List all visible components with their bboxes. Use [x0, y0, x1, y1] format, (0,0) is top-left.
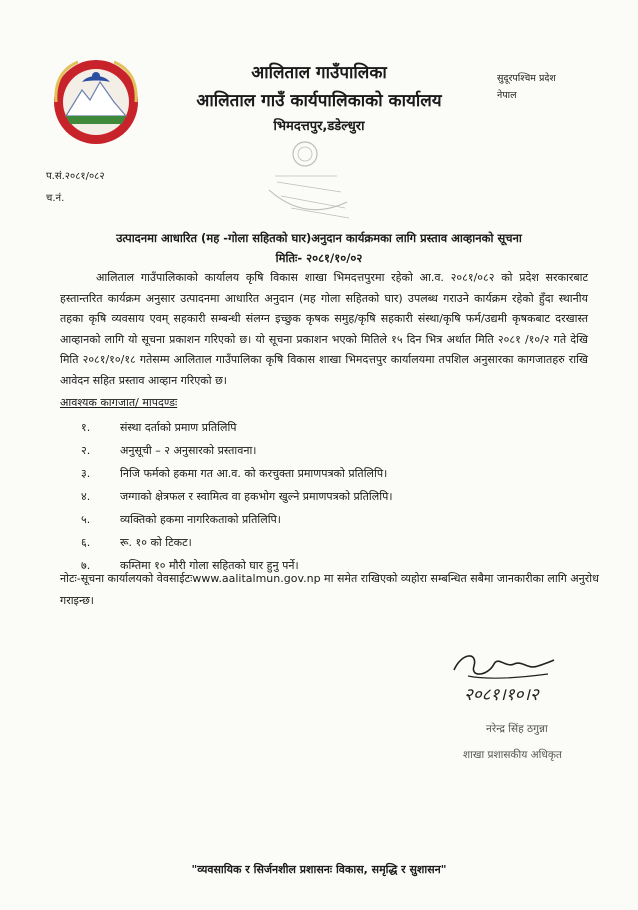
notice-note: नोटः-सूचना कार्यालयको वेवसाईटःwww.aalitalmun.gov.np मा समेत राखिएको व्यहोरा सम्बन्धित सबैमा जानकारीका लागि अनुरोध गराइन्छ। [60, 572, 599, 607]
signature-scribble-icon [448, 646, 558, 686]
item-text: कम्तिमा १० मौरी गोला सहितको घार हुनु पर्ने। [120, 559, 299, 572]
item-number: ६. [81, 536, 91, 549]
office-stamp-icon [255, 132, 365, 232]
province-name: सुदूरपश्चिम प्रदेश [497, 73, 556, 84]
item-number: १. [81, 421, 91, 434]
item-text: अनुसूची – २ अनुसारको प्रस्तावना। [120, 444, 257, 457]
org-location: भिमदत्तपुर,डडेल्धुरा [273, 119, 365, 134]
item-number: २. [81, 444, 91, 457]
notice-subject: उत्पादनमा आधारित (मह -गोला सहितको घार)अनुदान कार्यक्रमका लागि प्रस्ताव आव्हानको सूचना [116, 231, 522, 245]
letter-number: प.सं.२०८१/०८२ [46, 171, 105, 182]
item-number: ३. [81, 467, 91, 480]
item-text: संस्था दर्ताको प्रमाण प्रतिलिपि [120, 421, 237, 434]
item-number: ४. [81, 490, 91, 503]
province-block [497, 70, 617, 104]
item-number: ७. [81, 559, 91, 572]
requirements-list [60, 416, 580, 577]
list-item [60, 416, 580, 439]
item-text: व्यक्तिको हकमा नागरिकताको प्रतिलिपि। [120, 513, 281, 526]
signature-date: २०८१।१०।२ [464, 685, 539, 705]
list-item [60, 439, 580, 462]
dispatch-number: च.नं. [46, 193, 65, 204]
list-item [60, 508, 580, 531]
item-text: निजि फर्मको हकमा गत आ.व. को करचुक्ता प्रमाणपत्रको प्रतिलिपि। [120, 467, 388, 480]
requirements-heading: आवश्यक कागजात/ मापदण्डः [60, 396, 178, 409]
signatory-name: नरेन्द्र सिंह ठगुन्ना [486, 723, 548, 735]
item-text: जग्गाको क्षेत्रफल र स्वामित्व वा हकभोग खुल्ने प्रमाणपत्रको प्रतिलिपि। [120, 490, 393, 503]
org-name-line1: आलिताल गाउँपालिका [251, 63, 387, 83]
notice-body: आलिताल गाउँपालिकाको कार्यालय कृषि विकास शाखा भिमदत्तपुरमा रहेको आ.व. २०८१/०८२ को प्रदेश सरकारबाट हस्तान्तरित कार्यक्रम अनुसार उत्पादनमा आधारित अनुदान (मह गोला सहितको घार) उपलब्ध गराउने कार्यक्रम रहेको हुँदा स्थानीय तहका कृषि व्यवसाय एवम् सहकारी सम्बन्धी संलग्न इच्छुक कृषक समुह/कृषि सहकारी संस्था/कृषि फर्म/उद्यमी कृषकबाट दरखास्त आव्हानको लागि यो सूचना प्रकाशन गरिएको छ। यो सूचना प्रकाशन भएको मितिले १५ दिन भित्र अर्थात मिति २०८१ /१०/२ गते देखि मिति २०८१/१०/१८ गतेसम्म आलिताल गाउँपालिका कृषि विकास शाखा भिमदत्तपुर कार्यालयमा तपशिल अनुसारका कागजातहरु राखि आवेदन सहित प्रस्ताव आव्हान गरिएको छ। [60, 271, 588, 387]
footer-motto: "व्यवसायिक र सिर्जनशील प्रशासनः विकास, समृद्धि र सुशासन" [191, 863, 447, 876]
signatory-title: शाखा प्रशासकीय अधिकृत [463, 749, 562, 761]
item-text: रू. १० को टिकट। [120, 536, 192, 549]
list-item [60, 485, 580, 508]
list-item [60, 531, 580, 554]
notice-date: मितिः- २०८१/१०/०२ [275, 251, 363, 265]
list-item [60, 462, 580, 485]
org-name-line2: आलिताल गाउँ कार्यपालिकाको कार्यालय [196, 91, 442, 111]
item-number: ५. [81, 513, 91, 526]
country-name: नेपाल [497, 90, 517, 101]
